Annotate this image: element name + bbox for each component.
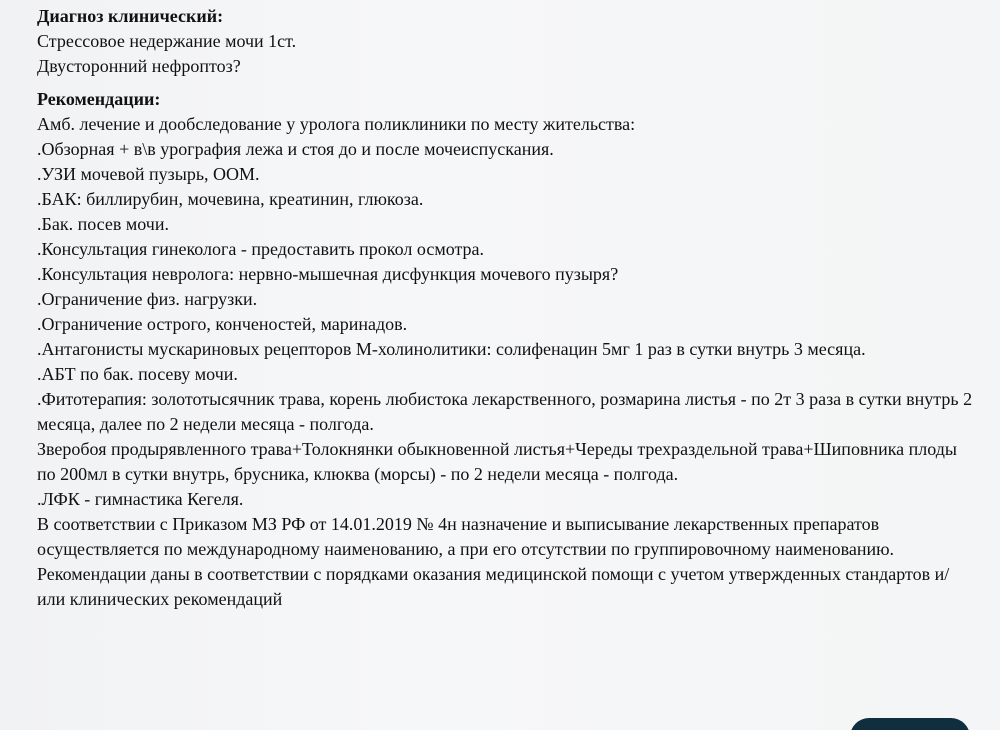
recommendations-heading: Рекомендации:: [37, 89, 161, 109]
recommendation-line: В соответствии с Приказом МЗ РФ от 14.01.2019 № 4н назначение и выписывание лекарственных препаратов осуществляется по международному наименованию, а при его отсутствии по группировочному наименованию.: [37, 514, 895, 559]
recommendation-line: .УЗИ мочевой пузырь, ООМ.: [37, 164, 260, 184]
recommendation-line: Рекомендации даны в соответствии с порядками оказания медицинской помощи с учетом утвержденных стандартов и/или клинических рекомендаций: [37, 564, 950, 609]
recommendation-line: .Ограничение острого, конченостей, маринадов.: [37, 314, 408, 334]
recommendation-line: .Консультация гинеколога - предоставить прокол осмотра.: [37, 239, 485, 259]
recommendation-line: Зверобоя продырявленного трава+Толокнянки обыкновенной листья+Череды трехраздельной трава+Шиповника плоды по 200мл в сутки внутрь, брусника, клюква (морсы) - по 2 недели месяца - полгода.: [37, 439, 958, 484]
section-spacer: [37, 79, 977, 87]
diagnosis-heading: Диагноз клинический:: [37, 6, 224, 26]
recommendation-line: .Фитотерапия: золототысячник трава, корень любистока лекарственного, розмарина листья - по 2т 3 раза в сутки внутрь 2 месяца, далее по 2 недели месяца - полгода.: [37, 389, 973, 434]
recommendation-line: .Антагонисты мускариновых рецепторов М-холинолитики: солифенацин 5мг 1 раз в сутки внутрь 3 месяца.: [37, 339, 866, 359]
recommendation-line: .БАК: биллирубин, мочевина, креатинин, глюкоза.: [37, 189, 424, 209]
recommendation-line: .ЛФК - гимнастика Кегеля.: [37, 489, 244, 509]
recommendation-line: .Консультация невролога: нервно-мышечная дисфункция мочевого пузыря?: [37, 264, 619, 284]
recommendation-line: .Ограничение физ. нагрузки.: [37, 289, 258, 309]
floating-action-button[interactable]: [850, 718, 970, 730]
recommendation-line: .Обзорная + в\в урография лежа и стоя до и после мочеиспускания.: [37, 139, 554, 159]
recommendation-line: .Бак. посев мочи.: [37, 214, 169, 234]
diagnosis-line: Стрессовое недержание мочи 1ст.: [37, 31, 297, 51]
recommendation-line: Амб. лечение и дообследование у уролога поликлиники по месту жительства:: [37, 114, 636, 134]
document-content: [37, 4, 977, 612]
diagnosis-line: Двусторонний нефроптоз?: [37, 56, 241, 76]
recommendation-line: .АБТ по бак. посеву мочи.: [37, 364, 238, 384]
